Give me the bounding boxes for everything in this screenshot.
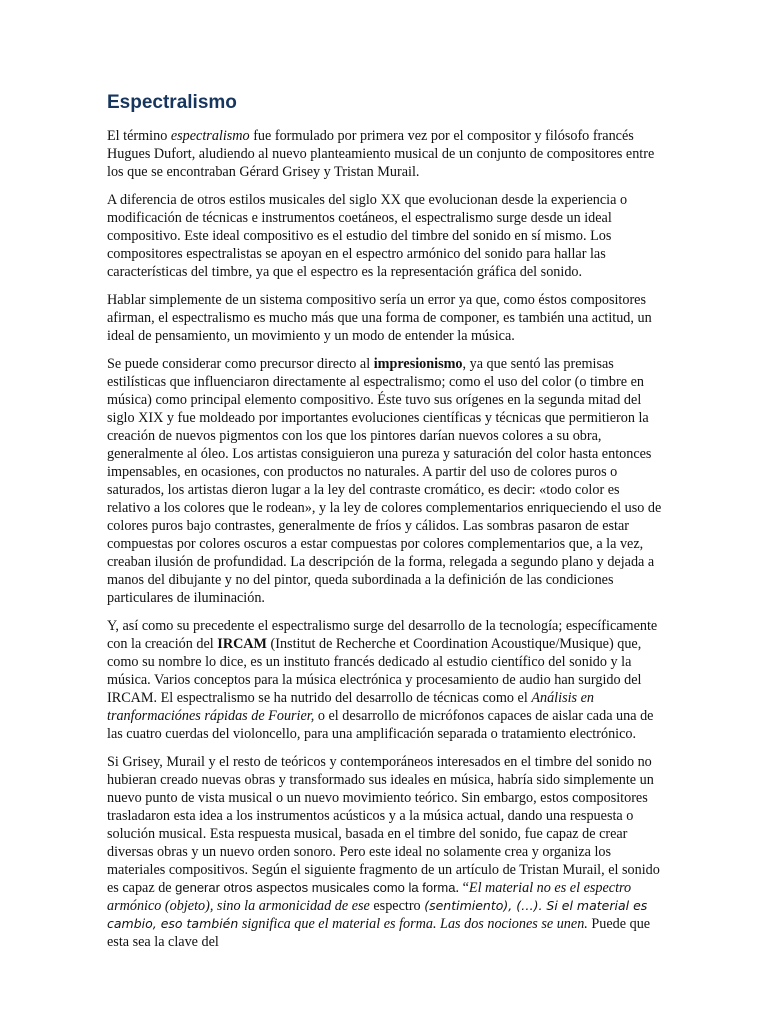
italic-term: Análisis en tranformaciónes rápidas de Fourier, [107, 690, 594, 724]
document-body [107, 127, 663, 961]
text-run: El término [107, 128, 171, 144]
text-run: fue formulado por primera vez por el compositor y filósofo francés Hugues Dufort, aludiendo al nuevo planteamiento musical de un conjunto de compositores entre los que se encontraban Gérard Grisey y Tristan Murail. [107, 128, 655, 180]
paragraph-4 [107, 355, 663, 607]
bold-term: IRCAM [217, 636, 267, 652]
italic-term: espectralismo [170, 128, 250, 144]
bold-term: impresionismo [373, 356, 463, 372]
text-run: Puede que esta sea la clave del [107, 916, 651, 950]
handwritten-style-run: (sentimiento), (…). Si el material es cambio, eso también [107, 898, 648, 931]
text-run: (Institut de Recherche et Coordination Acoustique/Musique) que, como su nombre lo dice, es un instituto francés dedicado al estudio científico del sonido y la música. Varios conceptos para la música electrónica y procesamiento de audio han surgido del IRCAM. El espectralismo se ha nutrido del desarrollo de técnicas como el [107, 636, 642, 706]
quote-italic: El material no es el espectro armónico (objeto), sino la armonicidad de ese [107, 880, 632, 914]
paragraph-6 [107, 753, 663, 951]
paragraph-2: A diferencia de otros estilos musicales del siglo XX que evolucionan desde la experiencia o modificación de técnicas e instrumentos coetáneos, el espectralismo surge desde un ideal compositivo. Este ideal compositivo es el estudio del timbre del sonido en sí mismo. Los compositores espectralistas se apoyan en el espectro armónico del sonido para hallar las características del timbre, ya que el espectro es la representación gráfica del sonido. [107, 192, 628, 280]
text-run: Se puede considerar como precursor directo al [107, 356, 374, 372]
text-run: Y, así como su precedente el espectralismo surge del desarrollo de la tecnología; específicamente con la creación del [107, 618, 658, 652]
paragraph-1 [107, 127, 663, 181]
paragraph-5 [107, 617, 663, 743]
quote-italic: significa que el material es forma. Las dos nociones se unen. [238, 916, 588, 932]
sans-run: generar otros aspectos musicales como la forma [175, 880, 456, 895]
document-title: Espectralismo [107, 92, 237, 113]
paragraph-3: Hablar simplemente de un sistema compositivo sería un error ya que, como éstos compositores afirman, el espectralismo es mucho más que una forma de componer, es también una actitud, un ideal de pensamiento, un movimiento y un modo de entender la música. [107, 292, 652, 344]
text-run: . “ [455, 880, 469, 896]
text-run: o el desarrollo de micrófonos capaces de aislar cada una de las cuatro cuerdas del violoncello, para una amplificación separada o tratamiento electrónico. [107, 708, 654, 742]
text-run: Si Grisey, Murail y el resto de teóricos y contemporáneos interesados en el timbre del sonido no hubieran creado nuevas obras y transformado sus ideales en música, habría sido simplemente un nuevo punto de vista musical o un nuevo movimiento teórico. Sin embargo, estos compositores trasladaron esta idea a los instrumentos acústicos y a la música actual, dando una respuesta o solución musical. Esta respuesta musical, basada en el timbre del sonido, fue capaz de crear diversas obras y un nuevo orden sonoro. Pero este ideal no solamente crea y organiza los materiales compositivos. Según el siguiente fragmento de un artículo de Tristan Murail, el sonido es capaz de [107, 754, 660, 896]
text-run: espectro [369, 898, 425, 914]
text-run: , ya que sentó las premisas estilísticas que influenciaron directamente al espectralismo; como el uso del color (o timbre en música) como principal elemento compositivo. Éste tuvo sus orígenes en la segunda mitad del siglo XIX y fue moldeado por importantes evoluciones científicas y técnicas que permitieron la creación de nuevos pigmentos con los que los pintores darían nuevos colores a su obra, generalmente al óleo. Los artistas consiguieron una pureza y saturación del color hasta entonces impensables, en ocasiones, con productos no naturales. A partir del uso de colores puros o saturados, los artistas dieron lugar a la ley del contraste cromático, es decir: «todo color es relativo a los colores que le rodean», y la ley de colores complementarios enriqueciendo el uso de colores puros bajo contrastes, generalmente de fríos y cálidos. Las sombras pasaron de estar compuestas por colores oscuros a estar compuestas por colores complementarios que, a la vez, creaban ilusión de profundidad. La descripción de la forma, relegada a segundo plano y dejada a manos del dibujante y no del pintor, queda subordinada a la definición de las condiciones particulares de iluminación. [107, 356, 662, 606]
